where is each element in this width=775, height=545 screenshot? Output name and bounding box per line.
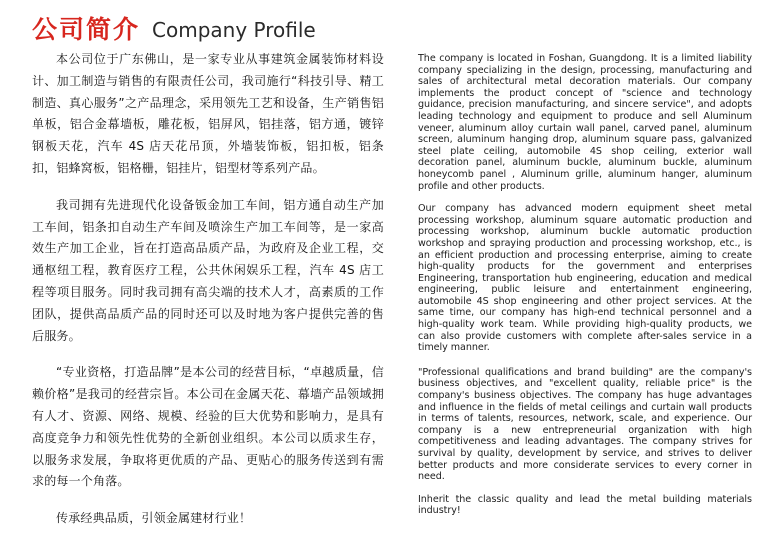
chinese-paragraph-objectives: “专业资格，打造品牌”是本公司的经营目标，“卓越质量，信赖价格”是我司的经营宗旨。本公司在金属天花、幕墙产品领域拥有人才、资源、网络、规模、经验的巨大优势和影响力，是具有高度竞争力和领先性优势的全新创业组织。本公司以质求生存，以服务求发展，争取将更优质的产品、更贴心的服务传送到有需求的每一个角落。 xyxy=(32,365,384,489)
page-header xyxy=(32,8,316,42)
english-paragraph-facilities: Our company has advanced modern equipment sheet metal processing workshop, aluminum square automatic production and processing workshop, aluminum buckle automatic production workshop and spraying production and processing workshop, etc., is an efficient production and processing enterprise, aiming to create high-quality products for the government and enterprises Engineering, transportation hub engineering, education and medical engineering, public leisure and entertainment engineering, automobile 4S shop engineering and other project services. At the same time, our company has high-end technical personnel and a high-quality work team. While providing high-quality products, we can also provide customers with complete after-sales service in a timely manner. xyxy=(418,203,752,354)
english-paragraph-objectives: "Professional qualifications and brand building" are the company's business objectives, and "excellent quality, reliable price" is the company's business objectives. The company has huge advantages and influence in the fields of metal ceilings and curtain wall products in terms of talents, resources, network, scale, and experience. Our company is a new entrepreneurial organization with high competitiveness and leading advantages. The company strives for survival by quality, development by service, and strives to deliver better products and more considerate services to every corner in need. xyxy=(418,366,752,483)
page-title-english: Company Profile xyxy=(152,18,316,42)
chinese-paragraph-slogan: 传承经典品质，引领金属建材行业！ xyxy=(56,511,252,526)
chinese-text-column xyxy=(32,49,384,545)
chinese-paragraph-facilities: 我司拥有先进现代化设备钣金加工车间，铝方通自动生产加工车间，铝条扣自动生产车间及喷涂生产加工车间等，是一家高效生产加工企业，旨在打造高品质产品，为政府及企业工程，交通枢纽工程，教育医疗工程，公共休闲娱乐工程，汽车 4S 店工程等项目服务。同时我司拥有高尖端的技术人才，高素质的工作团队，提供高品质产品的同时还可以及时地为客户提供完善的售后服务。 xyxy=(32,197,384,343)
english-paragraph-slogan: Inherit the classic quality and lead the metal building materials industry! xyxy=(418,493,752,517)
chinese-paragraph-intro: 本公司位于广东佛山，是一家专业从事建筑金属装饰材料设计、加工制造与销售的有限责任公司，我司施行“科技引导、精工制造、真心服务”之产品理念，采用领先工艺和设备，生产销售铝单板，铝合金幕墙板，雕花板，铝屏风，铝挂落，铝方通，镀锌钢板天花，汽车 4S 店天花吊顶，外墙装饰板，铝扣板，铝条扣，铝蜂窝板，铝格栅，铝挂片，铝型材等系列产品。 xyxy=(32,52,384,175)
page-title-chinese: 公司简介 xyxy=(32,15,141,44)
english-text-column xyxy=(418,53,752,528)
english-paragraph-intro: The company is located in Foshan, Guangdong. It is a limited liability company specializing in the design, processing, manufacturing and sales of architectural metal decoration materials. Our company implements the product concept of "science and technology guidance, precision manufacturing, and sincere service", and adopts leading technology and equipment to produce and sell Aluminum veneer, aluminum alloy curtain wall panel, carved panel, aluminum screen, aluminum hanging drop, aluminum square pass, galvanized steel plate ceiling, automobile 4S shop ceiling, exterior wall decoration panel, aluminum buckle, aluminum buckle, aluminum honeycomb panel , Aluminum grille, aluminum hanger, aluminum profile and other products. xyxy=(418,53,752,192)
